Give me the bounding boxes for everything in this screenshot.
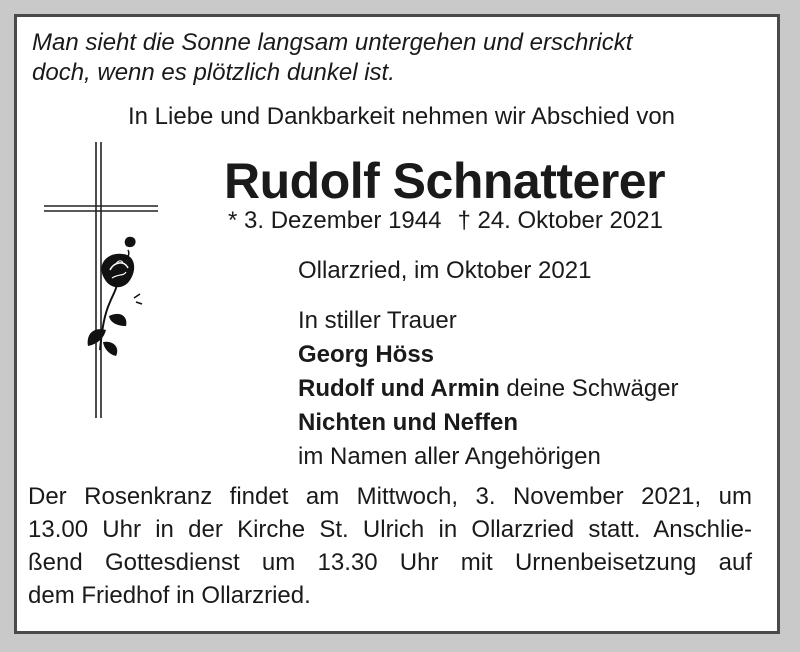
mourner-entry bbox=[298, 372, 679, 406]
motto-quote bbox=[32, 28, 752, 88]
motto-line: doch, wenn es plötzlich dunkel ist. bbox=[32, 59, 395, 86]
mourner-name: Nichten und Neffen bbox=[298, 409, 518, 436]
mourner-entry bbox=[298, 406, 679, 440]
deceased-name: Rudolf Schnatterer bbox=[224, 153, 666, 209]
notice-line: dem Friedhof in Ollarzried. bbox=[28, 582, 311, 609]
place-date: Ollarzried, im Oktober 2021 bbox=[298, 257, 592, 284]
mourner-name: Rudolf und Armin bbox=[298, 375, 500, 402]
mourner-entry bbox=[298, 338, 679, 372]
mourners-opening: In stiller Trauer bbox=[298, 307, 457, 334]
service-notice bbox=[28, 480, 752, 612]
notice-line: Der Rosenkranz findet am Mittwoch, 3. November 2021, um bbox=[28, 483, 752, 510]
notice-line: ßend Gottesdienst um 13.30 Uhr mit Urnenbeisetzung auf bbox=[28, 549, 752, 576]
mourner-name: Georg Höss bbox=[298, 341, 435, 368]
cross-with-rose-icon bbox=[30, 130, 180, 420]
death-date: † 24. Oktober 2021 bbox=[457, 207, 663, 234]
motto-line: Man sieht die Sonne langsam untergehen und erschrickt bbox=[32, 29, 633, 56]
mourners-closing: im Namen aller Angehörigen bbox=[298, 443, 601, 470]
birth-date: * 3. Dezember 1944 bbox=[228, 207, 442, 234]
life-dates bbox=[228, 206, 663, 236]
mourner-relation: deine Schwäger bbox=[499, 375, 679, 402]
farewell-intro: In Liebe und Dankbarkeit nehmen wir Abschied von bbox=[128, 103, 676, 130]
notice-line: 13.00 Uhr in der Kirche St. Ulrich in Ollarzried statt. Anschlie- bbox=[28, 516, 752, 543]
mourners-list bbox=[298, 304, 679, 474]
